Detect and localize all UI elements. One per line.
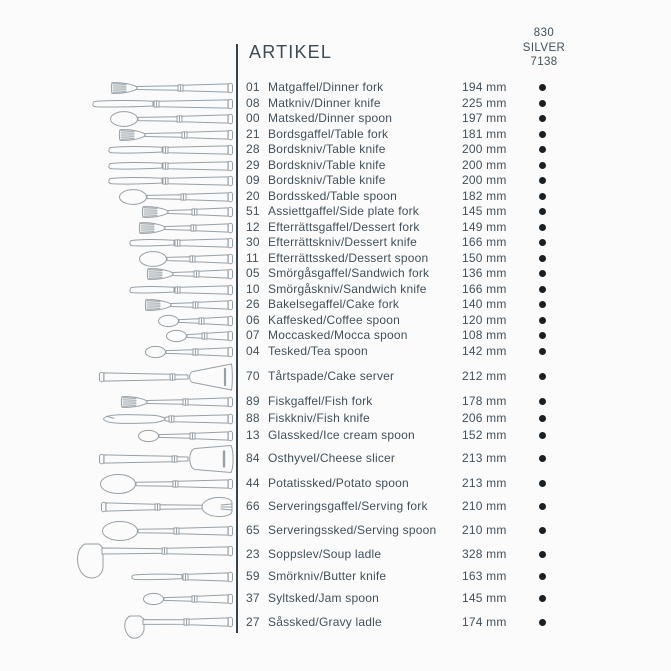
article-number: 29 <box>246 157 260 172</box>
availability-dot <box>539 619 546 626</box>
article-length: 174 mm <box>462 615 507 629</box>
article-number: 01 <box>246 80 260 94</box>
article-length: 212 mm <box>462 369 507 383</box>
article-name: Efterrättssked/Dessert spoon <box>268 250 429 265</box>
table-row <box>0 189 671 205</box>
article-name: Smörkniv/Butter knife <box>268 569 387 583</box>
article-number: 88 <box>246 410 260 425</box>
article-number: 04 <box>246 343 260 358</box>
article-length: 136 mm <box>462 266 507 280</box>
article-length: 210 mm <box>462 523 507 537</box>
article-number: 21 <box>246 126 260 141</box>
article-length: 140 mm <box>462 297 507 311</box>
table-row <box>0 523 671 539</box>
article-number: 65 <box>246 523 260 537</box>
article-name: Osthyvel/Cheese slicer <box>268 451 396 465</box>
table-row <box>0 251 671 267</box>
availability-dot <box>539 317 546 324</box>
article-name: Serveringsgaffel/Serving fork <box>268 498 428 513</box>
article-name: Moccasked/Mocca spoon <box>268 328 408 342</box>
article-number: 09 <box>246 173 260 187</box>
article-length: 178 mm <box>462 393 507 408</box>
article-number: 05 <box>246 266 260 280</box>
article-name: Syltsked/Jam spoon <box>268 591 379 605</box>
article-number: 59 <box>246 569 260 583</box>
article-length: 200 mm <box>462 157 507 172</box>
article-number: 84 <box>246 451 260 465</box>
article-number: 26 <box>246 297 260 311</box>
article-number: 12 <box>246 219 260 234</box>
table-row <box>0 111 671 127</box>
article-length: 328 mm <box>462 547 507 561</box>
article-name: Bakelsegaffel/Cake fork <box>268 297 400 311</box>
table-row <box>0 369 671 385</box>
table-row <box>0 411 671 427</box>
table-row <box>0 220 671 236</box>
article-name: Fiskgaffel/Fish fork <box>268 393 373 408</box>
article-number: 66 <box>246 498 260 513</box>
article-length: 181 mm <box>462 126 507 141</box>
article-number: 28 <box>246 142 260 156</box>
article-number: 10 <box>246 281 260 296</box>
article-number: 89 <box>246 393 260 408</box>
pattern-code-number: 830 <box>533 27 555 39</box>
article-name: Matgaffel/Dinner fork <box>268 80 384 94</box>
article-number: 30 <box>246 235 260 249</box>
table-row <box>0 451 671 467</box>
availability-dot <box>539 455 546 462</box>
table-row <box>0 547 671 563</box>
table-row <box>0 428 671 444</box>
article-length: 108 mm <box>462 328 507 342</box>
availability-dot <box>539 239 546 246</box>
table-row <box>0 158 671 174</box>
table-row <box>0 313 671 329</box>
article-number: 20 <box>246 188 260 203</box>
article-name: Potatissked/Potato spoon <box>268 475 409 490</box>
availability-dot <box>539 208 546 215</box>
table-row <box>0 569 671 585</box>
availability-dot <box>539 224 546 231</box>
article-length: 225 mm <box>462 95 507 110</box>
article-length: 200 mm <box>462 173 507 187</box>
availability-dot <box>539 595 546 602</box>
article-length: 166 mm <box>462 235 507 249</box>
table-row <box>0 127 671 143</box>
article-length: 149 mm <box>462 219 507 234</box>
article-number: 08 <box>246 95 260 110</box>
article-name: Matkniv/Dinner knife <box>268 95 381 110</box>
article-name: Soppslev/Soup ladle <box>268 547 382 561</box>
article-number: 37 <box>246 591 260 605</box>
availability-dot <box>539 415 546 422</box>
article-length: 145 mm <box>462 204 507 218</box>
pattern-code <box>505 26 583 70</box>
article-length: 145 mm <box>462 591 507 605</box>
article-name: Bordsgaffel/Table fork <box>268 126 389 141</box>
article-length: 206 mm <box>462 410 507 425</box>
availability-dot <box>539 348 546 355</box>
article-length: 152 mm <box>462 427 507 442</box>
availability-dot <box>539 84 546 91</box>
table-row <box>0 204 671 220</box>
availability-dot <box>539 286 546 293</box>
article-name: Smörgåsgaffel/Sandwich fork <box>268 266 430 280</box>
availability-dot <box>539 432 546 439</box>
availability-dot <box>539 255 546 262</box>
article-length: 194 mm <box>462 80 507 94</box>
article-name: Bordskniv/Table knife <box>268 142 386 156</box>
article-length: 197 mm <box>462 111 507 125</box>
availability-dot <box>539 527 546 534</box>
availability-dot <box>539 551 546 558</box>
article-number: 23 <box>246 547 260 561</box>
article-name: Bordskniv/Table knife <box>268 173 386 187</box>
article-length: 150 mm <box>462 250 507 265</box>
article-name: Glassked/Ice cream spoon <box>268 427 415 442</box>
table-row <box>0 266 671 282</box>
availability-dot <box>539 398 546 405</box>
availability-dot <box>539 115 546 122</box>
table-row <box>0 173 671 189</box>
table-row <box>0 80 671 96</box>
availability-dot <box>539 301 546 308</box>
article-length: 213 mm <box>462 451 507 465</box>
article-name: Tesked/Tea spoon <box>268 343 368 358</box>
article-number: 51 <box>246 204 260 218</box>
article-name: Assiettgaffel/Side plate fork <box>268 204 419 218</box>
table-row <box>0 235 671 251</box>
article-number: 70 <box>246 369 260 383</box>
table-row <box>0 615 671 631</box>
availability-dot <box>539 193 546 200</box>
article-name: Såssked/Gravy ladle <box>268 615 382 629</box>
article-number: 13 <box>246 427 260 442</box>
availability-dot <box>539 373 546 380</box>
table-row <box>0 394 671 410</box>
article-name: Serveringssked/Serving spoon <box>268 523 437 537</box>
article-name: Matsked/Dinner spoon <box>268 111 393 125</box>
article-name: Bordssked/Table spoon <box>268 188 397 203</box>
article-length: 163 mm <box>462 569 507 583</box>
availability-dot <box>539 573 546 580</box>
article-number: 27 <box>246 615 260 629</box>
table-row <box>0 591 671 607</box>
article-name: Kaffesked/Coffee spoon <box>268 312 401 327</box>
availability-dot <box>539 146 546 153</box>
article-length: 142 mm <box>462 343 507 358</box>
table-row <box>0 282 671 298</box>
pattern-code-name: SILVER <box>522 41 566 54</box>
article-number: 06 <box>246 312 260 327</box>
table-row <box>0 344 671 360</box>
article-name: Efterrättskniv/Dessert knife <box>268 235 417 249</box>
availability-dot <box>539 162 546 169</box>
table-row <box>0 476 671 492</box>
availability-dot <box>539 503 546 510</box>
availability-dot <box>539 131 546 138</box>
article-name: Smörgåskniv/Sandwich knife <box>268 281 427 296</box>
article-length: 200 mm <box>462 142 507 156</box>
article-number: 44 <box>246 475 260 490</box>
table-row <box>0 499 671 515</box>
page-title: ARTIKEL <box>249 42 333 62</box>
article-length: 120 mm <box>462 312 507 327</box>
article-number: 11 <box>246 250 259 265</box>
availability-dot <box>539 270 546 277</box>
article-number: 00 <box>246 111 260 125</box>
article-number: 07 <box>246 328 260 342</box>
article-length: 210 mm <box>462 498 507 513</box>
availability-dot <box>539 177 546 184</box>
table-row <box>0 328 671 344</box>
table-row <box>0 142 671 158</box>
availability-dot <box>539 332 546 339</box>
article-name: Bordskniv/Table knife <box>268 157 386 172</box>
table-row <box>0 96 671 112</box>
article-name: Tårtspade/Cake server <box>268 369 395 383</box>
table-row <box>0 297 671 313</box>
article-length: 182 mm <box>462 188 507 203</box>
article-length: 166 mm <box>462 281 507 296</box>
article-name: Fiskkniv/Fish knife <box>268 410 370 425</box>
pattern-code-series: 7138 <box>530 56 558 68</box>
article-length: 213 mm <box>462 475 507 490</box>
availability-dot <box>539 100 546 107</box>
availability-dot <box>539 480 546 487</box>
article-name: Efterrättsgaffel/Dessert fork <box>268 219 420 234</box>
